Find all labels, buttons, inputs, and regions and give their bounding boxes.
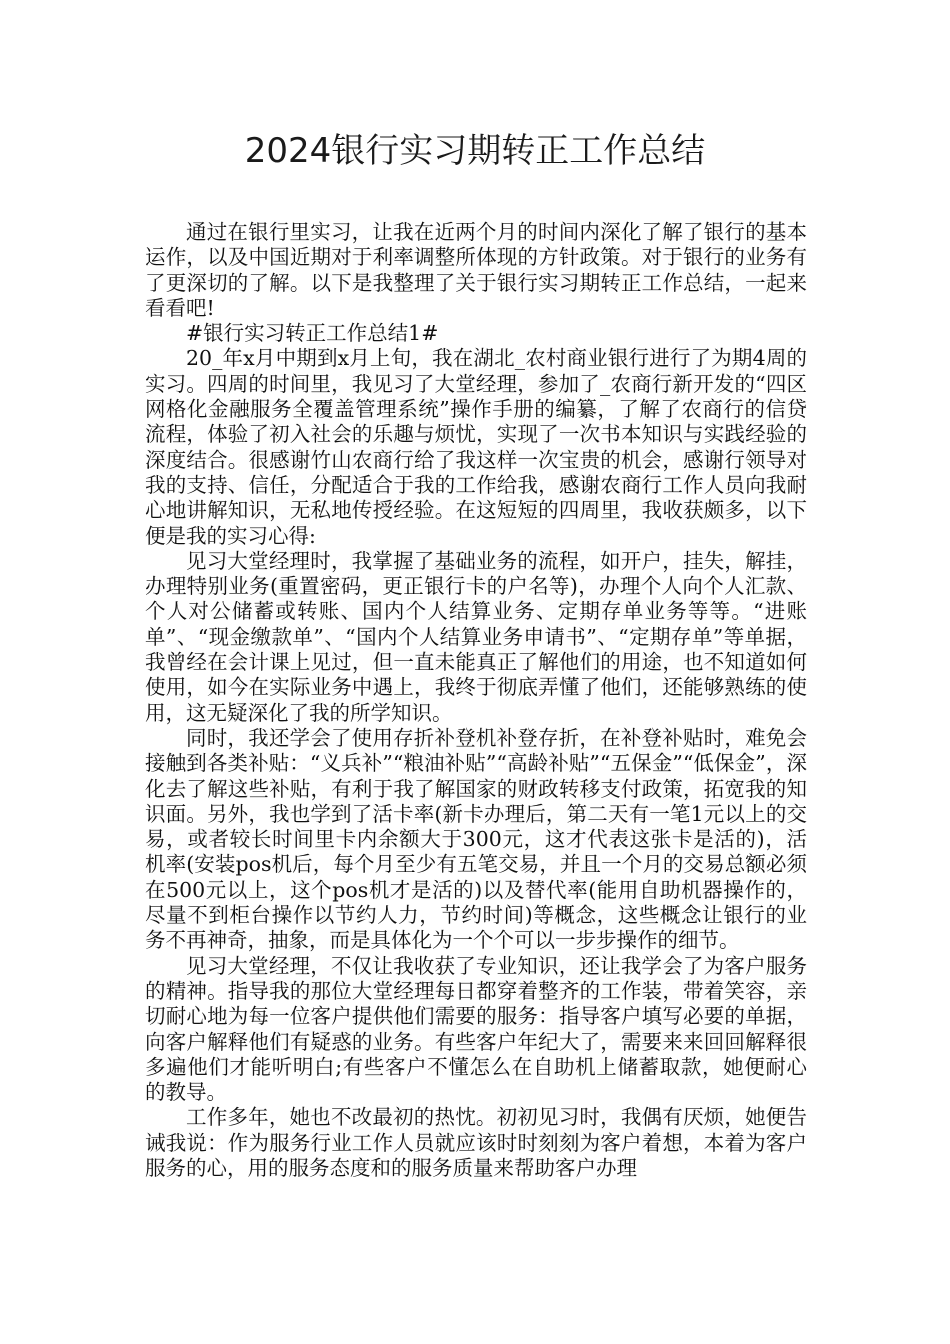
document-title: 2024银行实习期转正工作总结 <box>244 131 706 171</box>
paragraph-customer-service: 见习大堂经理，不仅让我收获了专业知识，还让我学会了为客户服务的精神。指导我的那位大堂经理每日都穿着整齐的工作装，带着笑容，亲切耐心地为每一位客户提供他们需要的服务：指导客户填写必要的单据，向客户解释他们有疑惑的业务。有些客户年纪大了，需要来来回回解释很多遍他们才能听明白;有些客户不懂怎么在自助机上储蓄取款，她便耐心的教导。 <box>145 953 807 1105</box>
paragraph-passbook-subsidies: 同时，我还学会了使用存折补登机补登存折，在补登补贴时，难免会接触到各类补贴：“义兵补”“粮油补贴”“高龄补贴”“五保金”“低保金”，深化去了解这些补贴，有利于我了解国家的财政转移支付政策，拓宽我的知识面。另外，我也学到了活卡率(新卡办理后，第二天有一笔1元以上的交易，或者较长时间里卡内余额大于300元，这才代表这张卡是活的)，活机率(安装pos机后，每个月至少有五笔交易，并且一个月的交易总额必须在500元以上，这个pos机才是活的)以及替代率(能用自助机器操作的，尽量不到柜台操作以节约人力，节约时间)等概念，这些概念让银行的业务不再神奇，抽象，而是具体化为一个个可以一步步操作的细节。 <box>145 725 807 953</box>
document-body <box>145 220 807 1181</box>
paragraph-enthusiasm: 工作多年，她也不改最初的热忱。初初见习时，我偶有厌烦，她便告诫我说：作为服务行业工作人员就应该时时刻刻为客户着想，本着为客户服务的心，用的服务态度和的服务质量来帮助客户办理 <box>145 1105 807 1180</box>
section-heading: #银行实习转正工作总结1# <box>186 321 439 346</box>
paragraph-lobby-manager-basics: 见习大堂经理时，我掌握了基础业务的流程，如开户，挂失，解挂，办理特别业务(重置密码，更正银行卡的户名等)，办理个人向个人汇款、个人对公储蓄或转账、国内个人结算业务、定期存单业务等等。“进账单”、“现金缴款单”、“国内个人结算业务申请书”、“定期存单”等单据，我曾经在会计课上见过，但一直未能真正了解他们的用途，也不知道如何使用，如今在实际业务中遇上，我终于彻底弄懂了他们，还能够熟练的使用，这无疑深化了我的所学知识。 <box>145 548 807 725</box>
paragraph-intro: 通过在银行里实习，让我在近两个月的时间内深化了解了银行的基本运作，以及中国近期对于利率调整所体现的方针政策。对于银行的业务有了更深切的了解。以下是我整理了关于银行实习期转正工作总结，一起来看看吧! <box>145 220 807 320</box>
paragraph-internship-overview: 20_年x月中期到x月上旬，我在湖北_农村商业银行进行了为期4周的实习。四周的时间里，我见习了大堂经理，参加了_农商行新开发的“四区网格化金融服务全覆盖管理系统”操作手册的编纂，了解了农商行的信贷流程，体验了初入社会的乐趣与烦忧，实现了一次书本知识与实践经验的深度结合。很感谢竹山农商行给了我这样一次宝贵的机会，感谢行领导对我的支持、信任，分配适合于我的工作给我，感谢农商行工作人员向我耐心地讲解知识，无私地传授经验。在这短短的四周里，我收获颇多，以下便是我的实习心得: <box>145 346 807 548</box>
